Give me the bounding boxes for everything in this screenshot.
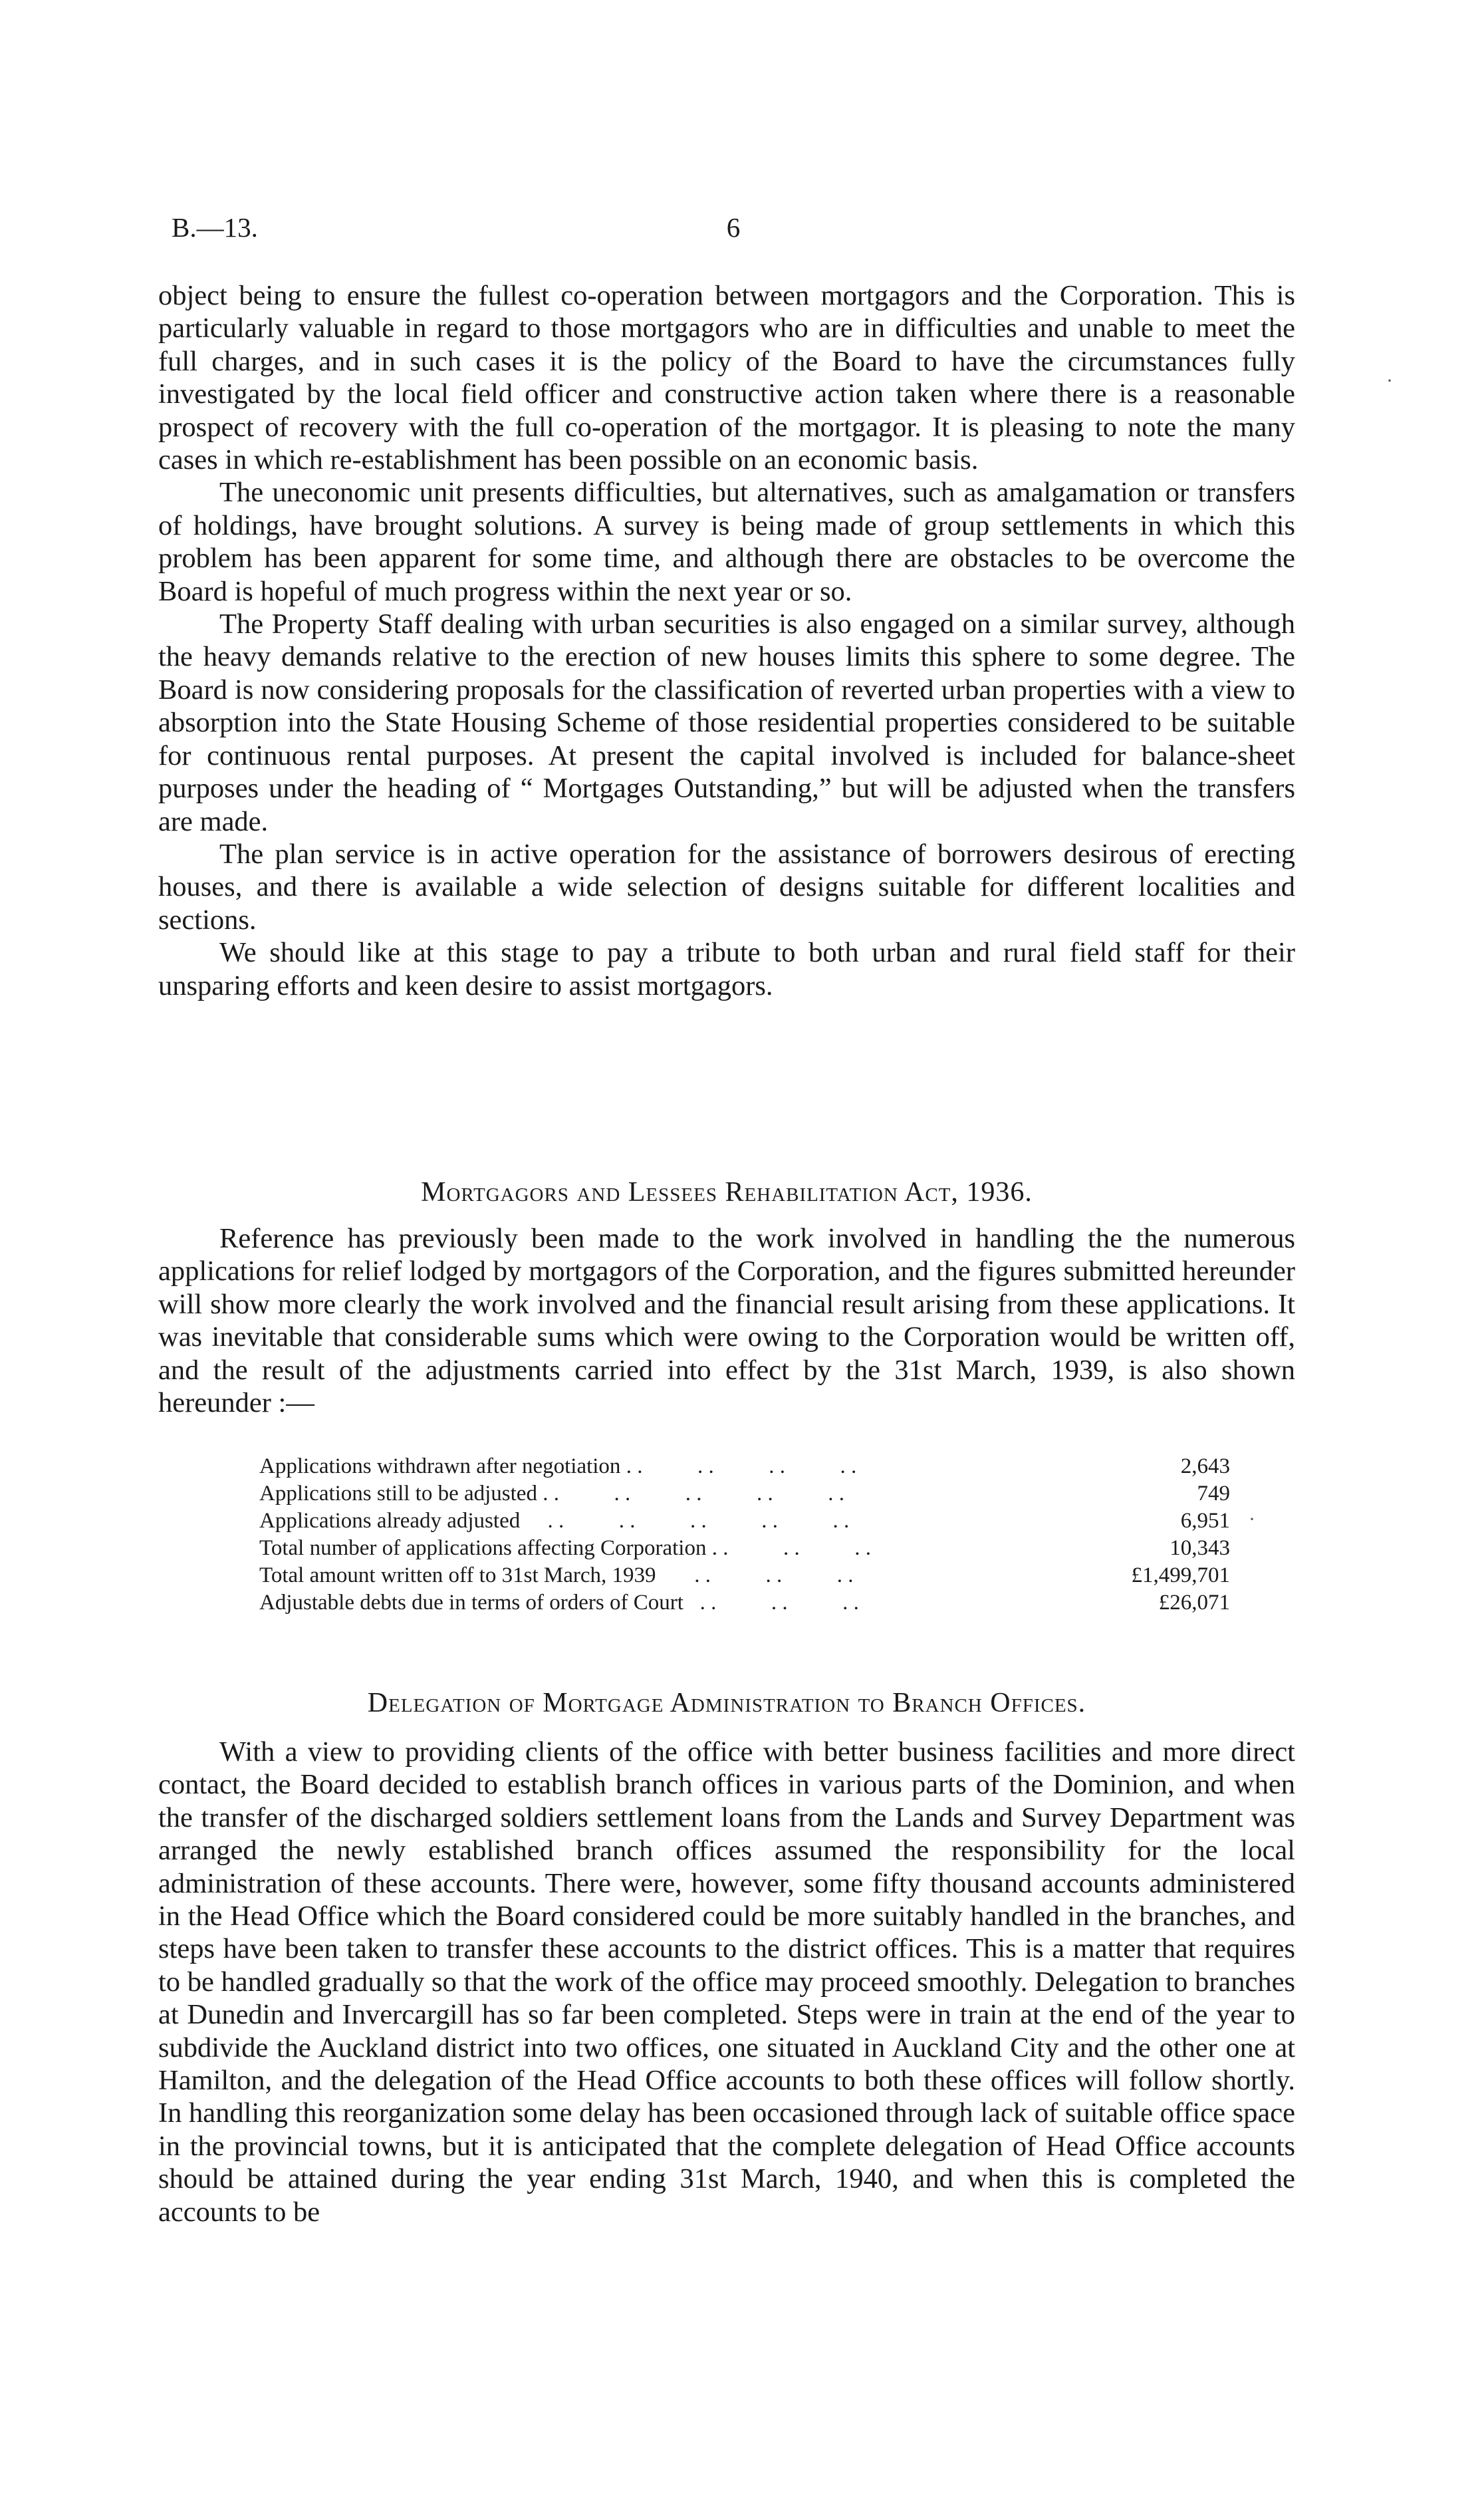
paragraph: The uneconomic unit presents difficulties, but alternatives, such as amalgamation or transfers of holdings, have brought solutions. A survey is being made of group settlements in which this problem has been apparent for some time, and although there are obstacles to be overcome the Board is hopeful of much progress within the next year or so.: [158, 477, 1295, 607]
table-row: [259, 1562, 1230, 1589]
leader-dots: . . . . . . . .: [620, 1454, 857, 1478]
paragraph: Reference has previously been made to the work involved in handling the the numerous applications for relief lodged by mortgagors of the Corporation, and the figures submitted hereunder will show more clearly the work involved and the financial result arising from these applications. It was inevitable that considerable sums which were owing to the Corporation would be written off, and the result of the adjustments carried into effect by the 31st March, 1939, is also shown hereunder :—: [158, 1223, 1295, 1419]
row-value: 10,343: [1170, 1536, 1230, 1560]
scan-speck: ·: [1386, 370, 1393, 392]
opening-paragraphs: [158, 279, 1295, 1002]
table-row: [259, 1453, 1230, 1480]
row-label: Adjustable debts due in terms of orders of Court: [259, 1591, 683, 1615]
row-label: Total number of applications affecting Corporation: [259, 1536, 707, 1560]
leader-dots: . . . . . .: [706, 1536, 871, 1560]
paragraph: The plan service is in active operation for the assistance of borrowers desirous of erecting houses, and there is available a wide selection of designs suitable for different localities and sections.: [158, 838, 1295, 936]
leader-dots: . . . . . . . . . .: [537, 1482, 844, 1506]
page-number: 6: [726, 212, 741, 243]
paragraph: With a view to providing clients of the office with better business facilities and more direct contact, the Board decided to establish branch offices in various parts of the Dominion, and when the transfer of the discharged soldiers settlement loans from the Lands and Survey Department was arranged the newly established branch offices assumed the responsibility for the local administration of these accounts. There were, however, some fifty thousand accounts administered in the Head Office which the Board considered could be more suitably handled in the branches, and steps have been taken to transfer these accounts to the district offices. This is a matter that requires to be handled gradually so that the work of the office may proceed smoothly. Delegation to branches at Dunedin and Invercargill has so far been completed. Steps were in train at the end of the year to subdivide the Auckland district into two offices, one situated in Auckland City and the other one at Hamilton, and the delegation of the Head Office accounts to both these offices will follow shortly. In handling this reorganization some delay has been occasioned through lack of suitable office space in the provincial towns, but it is anticipated that the complete delegation of Head Office accounts should be attained during the year ending 31st March, 1940, and when this is completed the accounts to be: [158, 1736, 1295, 2228]
row-label: Applications already adjusted: [259, 1509, 521, 1533]
page-header: [172, 211, 1295, 249]
paragraph: object being to ensure the fullest co-operation between mortgagors and the Corporation. This is particularly valuable in regard to those mortgagors who are in difficulties and unable to meet the full charges, and in such cases it is the policy of the Board to have the circumstances fully investigated by the local field officer and constructive action taken where there is a reasonable prospect of recovery with the full co-operation of the mortgagor. It is pleasing to note the many cases in which re-establishment has been possible on an economic basis.: [158, 280, 1295, 476]
row-label: Applications withdrawn after negotiation: [259, 1454, 621, 1478]
section-rehabilitation-body: [158, 1222, 1295, 1419]
section-rehabilitation-act: [158, 1176, 1295, 1209]
leader-dots: . . . . . .: [683, 1591, 859, 1615]
section-delegation-body: [158, 1736, 1295, 2228]
row-label: Applications still to be adjusted: [259, 1482, 537, 1506]
row-value: 749: [1197, 1482, 1230, 1506]
row-value: 6,951: [1180, 1509, 1230, 1533]
paragraph: We should like at this stage to pay a tribute to both urban and rural field staff for their unsparing efforts and keen desire to assist mortgagors.: [158, 937, 1295, 1001]
table-row: [259, 1480, 1230, 1508]
document-reference: B.—13.: [172, 212, 258, 243]
leader-dots: . . . . . .: [656, 1563, 854, 1587]
table-row: [259, 1589, 1230, 1617]
row-value: £1,499,701: [1131, 1563, 1230, 1587]
applications-table: [259, 1453, 1230, 1617]
row-value: 2,643: [1180, 1454, 1230, 1478]
row-value: £26,071: [1158, 1591, 1230, 1615]
leader-dots: . . . . . . . . . .: [520, 1509, 850, 1533]
section-delegation: [158, 1686, 1295, 1720]
table-row: [259, 1508, 1230, 1535]
table-row: [259, 1535, 1230, 1562]
paragraph: The Property Staff dealing with urban securities is also engaged on a similar survey, although the heavy demands relative to the erection of new houses limits this sphere to some degree. The Board is now considering proposals for the classification of reverted urban properties with a view to absorption into the State Housing Scheme of those residential properties considered to be suitable for continuous rental purposes. At present the capital involved is included for balance-sheet purposes under the heading of “ Mortgages Outstanding,” but will be adjusted when the transfers are made.: [158, 608, 1295, 837]
section-heading: Mortgagors and Lessees Rehabilitation Act, 1936.: [421, 1177, 1033, 1208]
section-heading: Delegation of Mortgage Administration to Branch Offices.: [367, 1688, 1086, 1718]
row-label: Total amount written off to 31st March, 1939: [259, 1563, 656, 1587]
scan-speck: ·: [1249, 1508, 1255, 1530]
